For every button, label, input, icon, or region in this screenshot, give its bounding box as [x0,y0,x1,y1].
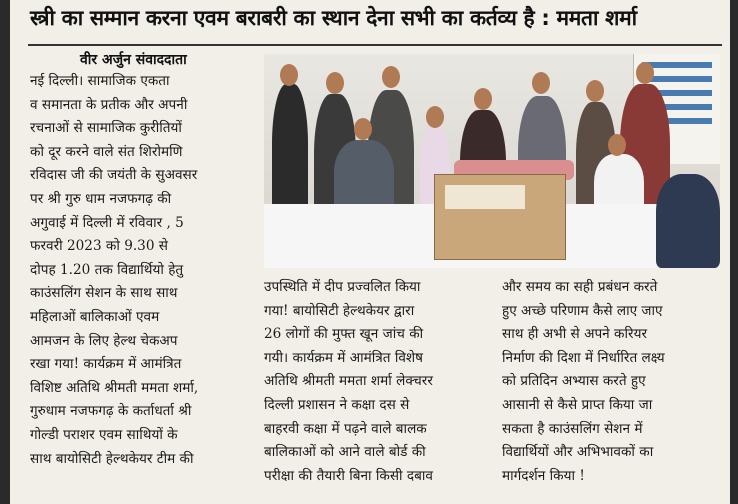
text-line: साथ बायोसिटी हेल्थकेयर टीम की [30,450,194,467]
text-line: दिल्ली प्रशासन ने कक्षा दस से [264,396,410,413]
text-line: गयी। कार्यक्रम में आमंत्रित विशेष [264,349,424,366]
text-line: अतिथि श्रीमती ममता शर्मा लेक्चरर [264,373,433,390]
text-line: काउंसलिंग सेशन के साथ साथ [30,285,178,302]
text-line: बाहरवी कक्षा में पढ़ने वाले बालक [264,420,427,437]
text-line: उपस्थिति में दीप प्रज्वलित किया [264,279,421,295]
article-column-1 [30,70,256,471]
text-line: रविदास जी की जयंती के सुअवसर [30,167,198,184]
text-line: गया! बायोसिटी हेल्थकेयर द्वारा [264,302,415,319]
article-column-2 [264,276,492,488]
event-photo [264,54,720,268]
text-line: को दूर करने वाले संत शिरोमणि [30,143,183,160]
text-line: अगुवाई में दिल्ली में रविवार , 5 [30,214,184,231]
article-column-3 [502,276,720,488]
text-line: को प्रतिदिन अभ्यास करते हुए [502,373,646,390]
text-line: आसानी से कैसे प्राप्त किया जा [502,396,653,413]
text-line: परीक्षा की तैयारी बिना किसी दबाव [264,467,433,484]
text-line: बालिकाओं को आने वाले बोर्ड की [264,444,426,461]
newspaper-clipping [10,0,730,504]
text-line: निर्माण की दिशा में निर्धारित लक्ष्य [502,349,665,366]
headline-rule [28,44,722,46]
text-line: और समय का सही प्रबंधन करते [502,279,658,295]
text-line: दोपह 1.20 तक विद्यार्थियो हेतु [30,261,184,278]
headline: स्त्री का सम्मान करना एवम बराबरी का स्थान देना सभी का कर्तव्य है : ममता शर्मा [30,6,637,30]
byline: वीर अर्जुन संवाददाता [80,52,187,68]
napkin-box [434,174,566,260]
person-back-view [656,174,720,268]
text-line: फरवरी 2023 को 9.30 से [30,238,168,255]
text-line: मार्गदर्शन किया ! [502,467,585,484]
text-line: 26 लोगों की मुफ्त खून जांच की [264,326,424,343]
text-line: सकता है काउंसलिंग सेशन में [502,420,643,437]
text-line: महिलाओं बालिकाओं एवम [30,308,160,325]
text-line: पर श्री गुरु धाम नजफगढ़ की [30,190,172,207]
text-line: गोल्डी पराशर एवम साथियों के [30,426,178,443]
text-line: रचनाओं से सामाजिक कुरीतियों [30,120,182,137]
text-line: विशिष्ट अतिथि श्रीमती ममता शर्मा, [30,379,199,396]
text-line: हुए अच्छे परिणाम कैसे लाए जाए [502,302,663,319]
text-line: साथ ही अभी से अपने करियर [502,326,648,343]
text-line: नई दिल्ली। सामाजिक एकता [30,73,170,89]
text-line: आमजन के लिए हेल्थ चेकअप [30,332,178,349]
text-line: व समानता के प्रतीक और अपनी [30,96,188,113]
text-line: रखा गया! कार्यक्रम में आमंत्रित [30,356,182,373]
text-line: गुरुधाम नजफगढ़ के कर्ताधर्ता श्री [30,403,192,420]
text-line: विद्यार्थियों और अभिभावकों का [502,444,654,461]
